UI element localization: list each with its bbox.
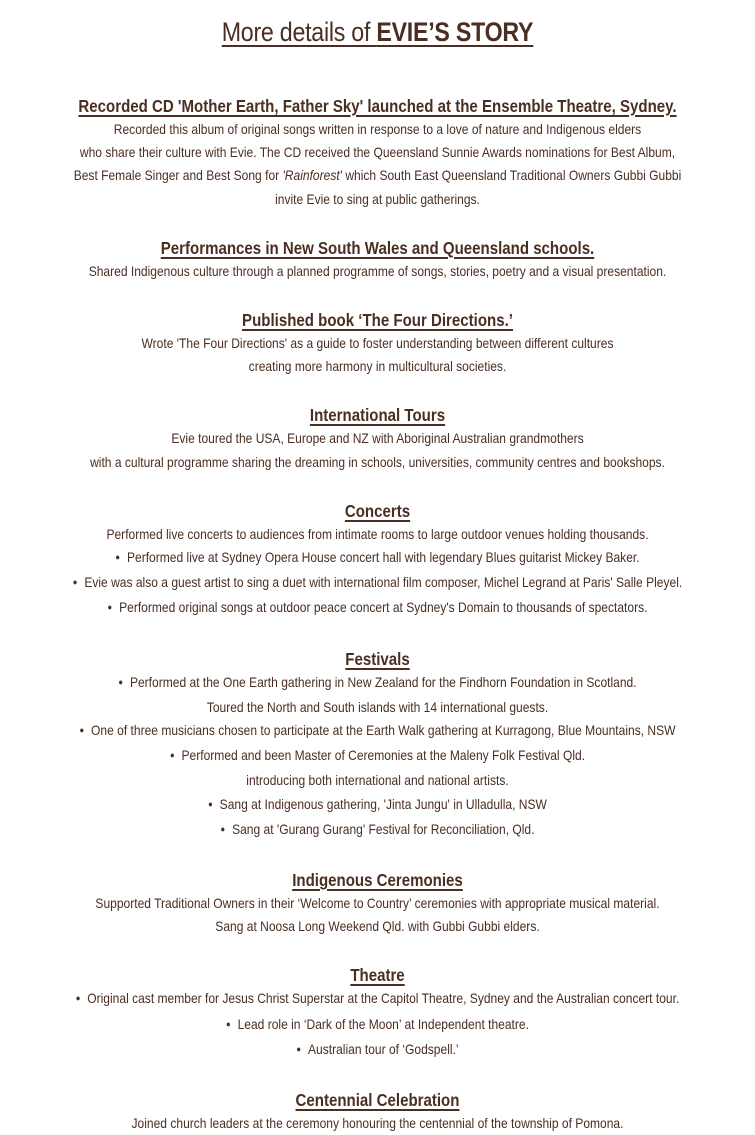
text-line: invite Evie to sing at public gatherings. [275,190,480,207]
section-heading: Concerts [344,500,411,521]
section-heading: Published book ‘The Four Directions.’ [242,310,513,331]
page-title-text [222,17,534,47]
text-line: introducing both international and national artists. [246,772,509,789]
bullet-line: ● One of three musicians chosen to participate at the Earth Walk gathering at Kurragong, Blue Mountains, NSW [53,719,702,744]
story-section [0,963,755,1063]
story-section [0,94,755,211]
text-fragment: Best Female Singer and Best Song for [73,167,283,184]
text-line: Toured the North and South islands with 14 international guests. [206,698,549,715]
text-line: who share their culture with Evie. The CD received the Queensland Sunnie Awards nominations for Best Album, [79,144,676,161]
story-section [0,308,755,378]
page-title [53,14,702,50]
text-line: Sang at Noosa Long Weekend Qld. with Gubbi Gubbi elders. [215,918,540,935]
bullet-line: ● Performed at the One Earth gathering in New Zealand for the Findhorn Foundation in Scotland. [53,671,702,696]
section-spacer [0,211,755,236]
bullet-line: ● Lead role in ‘Dark of the Moon’ at Independent theatre. [53,1013,702,1038]
bullet-line: ● Sang at Indigenous gathering, 'Jinta Jungu' in Ulladulla, NSW [53,793,702,818]
story-section [0,647,755,843]
section-heading: Indigenous Ceremonies [292,870,463,891]
story-content [0,94,755,1135]
story-section [0,499,755,622]
bullet-line: ● Performed live at Sydney Opera House concert hall with legendary Blues guitarist Mickey Baker. [53,546,702,571]
section-spacer [0,378,755,403]
text-line: Shared Indigenous culture through a planned programme of songs, stories, poetry and a visual presentation. [88,262,667,279]
section-heading: Recorded CD 'Mother Earth, Father Sky' launched at the Ensemble Theatre, Sydney. [78,96,677,116]
section-heading: International Tours [309,405,446,426]
text-line: with a cultural programme sharing the dreaming in schools, universities, community centres and bookshops. [90,453,665,470]
bullet-line: ● Original cast member for Jesus Christ Superstar at the Capitol Theatre, Sydney and the Australian concert tour. [53,987,702,1012]
bullet-line: ● Sang at 'Gurang Gurang' Festival for Reconciliation, Qld. [53,818,702,843]
bullet-line: ● Performed and been Master of Ceremonies at the Maleny Folk Festival Qld. [53,744,702,769]
section-heading: Performances in New South Wales and Queensland schools. [160,237,595,258]
section-heading: Centennial Celebration [295,1090,460,1111]
story-section [0,868,755,938]
story-section [0,236,755,283]
text-fragment: which South East Queensland Traditional Owners Gubbi Gubbi [341,167,682,184]
section-heading: Festivals [345,648,410,669]
section-spacer [0,1063,755,1088]
text-line [53,164,702,187]
section-spacer [0,938,755,963]
text-line: Evie toured the USA, Europe and NZ with Aboriginal Australian grandmothers [171,430,584,447]
bullet-line: ● Performed original songs at outdoor peace concert at Sydney's Domain to thousands of spectators. [53,596,702,621]
text-line: Wrote 'The Four Directions' as a guide to foster understanding between different cultures [141,335,614,352]
section-spacer [0,474,755,499]
text-line: Recorded this album of original songs written in response to a love of nature and Indigenous elders [113,121,642,137]
page-title-name: EVIE’S STORY [376,17,534,47]
text-line: Joined church leaders at the ceremony honouring the centennial of the township of Pomona. [131,1115,624,1132]
bullet-line: ● Australian tour of ‘Godspell.’ [53,1038,702,1063]
section-spacer [0,622,755,647]
section-spacer [0,283,755,308]
bullet-line: ● Evie was also a guest artist to sing a duet with international film composer, Michel Legrand at Paris' Salle Pleyel. [53,571,702,596]
page-title-prefix: More details of [221,17,377,47]
song-title: 'Rainforest' [282,167,342,184]
text-line: creating more harmony in multicultural societies. [248,358,507,375]
story-section [0,403,755,473]
text-line: Supported Traditional Owners in their ‘Welcome to Country’ ceremonies with appropriate musical material. [95,895,660,912]
section-spacer [0,843,755,868]
section-heading: Theatre [350,965,405,986]
text-line: Performed live concerts to audiences from intimate rooms to large outdoor venues holding thousands. [106,525,649,542]
